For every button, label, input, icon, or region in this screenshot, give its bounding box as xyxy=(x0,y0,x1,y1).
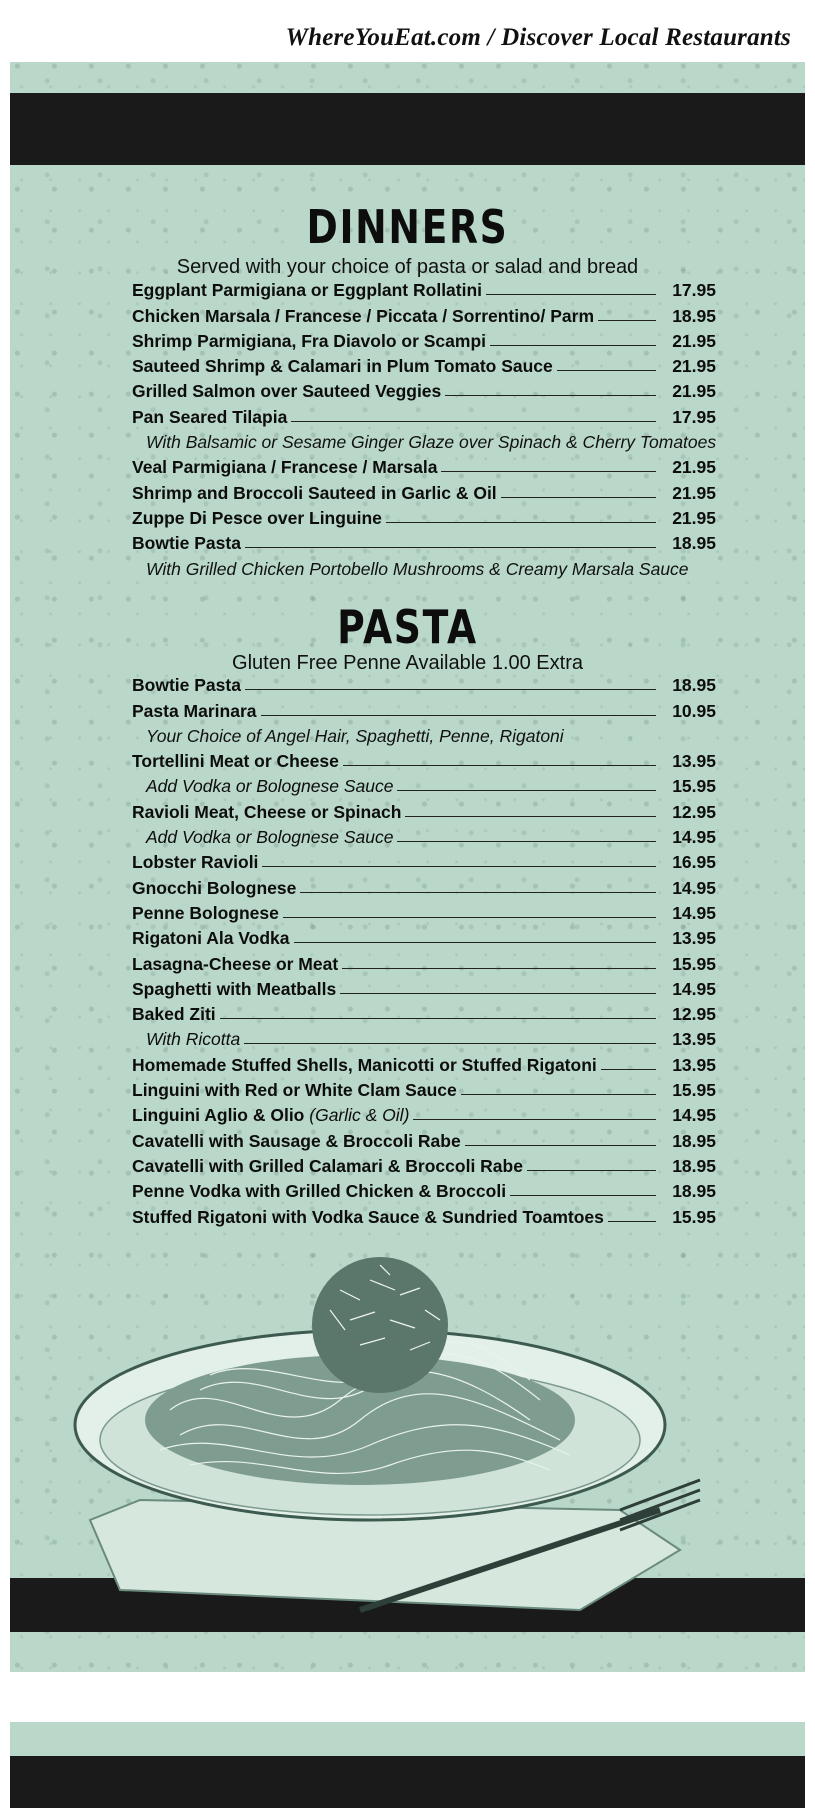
menu-item xyxy=(132,377,716,402)
spaghetti-plate-illustration xyxy=(60,1250,760,1640)
menu-item-name xyxy=(132,852,258,873)
lower-green-strip xyxy=(10,1722,805,1756)
menu-item-price: 18.95 xyxy=(672,305,716,326)
top-black-band xyxy=(10,93,805,165)
menu-item-name xyxy=(132,1055,597,1076)
dotted-leader xyxy=(244,1043,656,1044)
dinners-list xyxy=(132,276,716,580)
menu-item-label: Sauteed Shrimp & Calamari in Plum Tomato Sauce xyxy=(132,356,553,377)
dotted-leader xyxy=(342,968,656,969)
menu-item-name xyxy=(132,1207,604,1228)
menu-item-note: Your Choice of Angel Hair, Spaghetti, Penne, Rigatoni xyxy=(146,725,564,746)
menu-item-name xyxy=(132,356,553,377)
dotted-leader xyxy=(441,471,656,472)
menu-item xyxy=(132,1126,716,1151)
menu-item-name xyxy=(132,827,393,848)
dotted-leader xyxy=(261,715,656,716)
menu-item xyxy=(132,276,716,301)
menu-item-label: Add Vodka or Bolognese Sauce xyxy=(146,776,394,797)
dotted-leader xyxy=(608,1221,656,1222)
menu-item xyxy=(132,747,716,772)
menu-item-label: Grilled Salmon over Sauteed Veggies xyxy=(132,381,442,402)
menu-item-name xyxy=(132,979,336,1000)
menu-item-name xyxy=(132,675,241,696)
menu-item-price: 14.95 xyxy=(672,1105,716,1126)
menu-item-name xyxy=(132,483,497,504)
dotted-leader xyxy=(397,841,656,842)
menu-item-price: 21.95 xyxy=(672,482,716,503)
menu-item-price: 13.95 xyxy=(672,751,716,772)
menu-item-price: 14.95 xyxy=(672,978,716,999)
menu-item-label: Rigatoni Ala Vodka xyxy=(132,928,290,949)
menu-item-price: 10.95 xyxy=(672,700,716,721)
menu-item-label: Shrimp Parmigiana, Fra Diavolo or Scampi xyxy=(132,330,486,351)
dotted-leader xyxy=(340,993,656,994)
menu-item xyxy=(132,301,716,326)
menu-item-price: 14.95 xyxy=(672,827,716,848)
dotted-leader xyxy=(598,320,656,321)
dotted-leader xyxy=(283,917,656,918)
dotted-leader xyxy=(461,1094,656,1095)
menu-item-name xyxy=(132,306,594,327)
menu-item-price: 12.95 xyxy=(672,801,716,822)
menu-item xyxy=(132,848,716,873)
menu-item-note: With Balsamic or Sesame Ginger Glaze over Spinach & Cherry Tomatoes xyxy=(146,432,717,453)
menu-item-name xyxy=(132,878,296,899)
dotted-leader xyxy=(486,294,656,295)
menu-item-label: Baked Ziti xyxy=(132,1004,216,1025)
dotted-leader xyxy=(343,765,656,766)
dotted-leader xyxy=(262,866,656,867)
menu-item xyxy=(132,949,716,974)
menu-item-name xyxy=(132,1080,457,1101)
menu-item-name xyxy=(132,280,482,301)
menu-item-label: Homemade Stuffed Shells, Manicotti or Stuffed Rigatoni xyxy=(132,1054,597,1075)
menu-item-price: 21.95 xyxy=(672,356,716,377)
menu-item-price: 15.95 xyxy=(672,1080,716,1101)
dotted-leader xyxy=(245,547,656,548)
dotted-leader xyxy=(557,370,656,371)
menu-item xyxy=(132,402,716,427)
menu-item-label: Stuffed Rigatoni with Vodka Sauce & Sundried Toamtoes xyxy=(132,1206,604,1227)
menu-item xyxy=(132,1152,716,1177)
dinners-title: DINNERS xyxy=(306,200,509,254)
menu-item-name xyxy=(132,1004,216,1025)
menu-item-label: Veal Parmigiana / Francese / Marsala xyxy=(132,457,438,478)
menu-item-price: 21.95 xyxy=(672,381,716,402)
menu-item-name xyxy=(132,1131,461,1152)
menu-item xyxy=(132,327,716,352)
menu-item xyxy=(132,1202,716,1227)
menu-item-price: 21.95 xyxy=(672,457,716,478)
menu-item-label: Cavatelli with Sausage & Broccoli Rabe xyxy=(132,1130,461,1151)
menu-item-price: 13.95 xyxy=(672,928,716,949)
menu-item-price: 21.95 xyxy=(672,330,716,351)
menu-item-price: 14.95 xyxy=(672,902,716,923)
menu-item xyxy=(132,1050,716,1075)
menu-item-price: 15.95 xyxy=(672,953,716,974)
menu-item-price: 13.95 xyxy=(672,1054,716,1075)
menu-item-label: Penne Bolognese xyxy=(132,902,279,923)
menu-item-label: Chicken Marsala / Francese / Piccata / Sorrentino/ Parm xyxy=(132,305,594,326)
menu-item-price: 18.95 xyxy=(672,533,716,554)
menu-item-name xyxy=(132,457,437,478)
menu-item-label: Add Vodka or Bolognese Sauce xyxy=(146,827,394,848)
menu-item-note: With Grilled Chicken Portobello Mushrooms & Creamy Marsala Sauce xyxy=(146,558,689,579)
menu-item-price: 18.95 xyxy=(672,675,716,696)
dotted-leader xyxy=(510,1195,656,1196)
menu-item-name xyxy=(132,776,393,797)
menu-item xyxy=(132,352,716,377)
menu-item-label: Linguini Aglio & Olio xyxy=(132,1105,305,1126)
dotted-leader xyxy=(291,421,656,422)
menu-item xyxy=(132,478,716,503)
dotted-leader xyxy=(405,816,656,817)
menu-item-name xyxy=(132,903,279,924)
menu-item-label: Cavatelli with Grilled Calamari & Broccoli Rabe xyxy=(132,1155,523,1176)
menu-item-label: Tortellini Meat or Cheese xyxy=(132,751,339,772)
menu-item xyxy=(132,975,716,1000)
menu-item-name xyxy=(132,508,382,529)
menu-item-label: Pan Seared Tilapia xyxy=(132,406,288,427)
menu-item xyxy=(132,772,716,797)
menu-item-price: 18.95 xyxy=(672,1155,716,1176)
menu-item-label: Spaghetti with Meatballs xyxy=(132,978,337,999)
menu-item-label: Gnocchi Bolognese xyxy=(132,877,297,898)
menu-item-price: 15.95 xyxy=(672,1206,716,1227)
menu-item-price: 17.95 xyxy=(672,280,716,301)
menu-item-price: 15.95 xyxy=(672,776,716,797)
dotted-leader xyxy=(501,497,656,498)
dotted-leader xyxy=(413,1119,656,1120)
menu-item-price: 21.95 xyxy=(672,507,716,528)
menu-item xyxy=(132,924,716,949)
pasta-subtitle: Gluten Free Penne Available 1.00 Extra xyxy=(232,652,583,674)
dinners-subtitle: Served with your choice of pasta or salad and bread xyxy=(176,256,639,278)
dotted-leader xyxy=(445,395,656,396)
dotted-leader xyxy=(245,689,656,690)
menu-item-label: Pasta Marinara xyxy=(132,700,257,721)
menu-item xyxy=(132,696,716,721)
menu-item xyxy=(132,1101,716,1126)
bottom-edge-band xyxy=(10,1756,805,1808)
menu-item-label: Ravioli Meat, Cheese or Spinach xyxy=(132,801,402,822)
menu-item-name xyxy=(132,802,401,823)
site-header xyxy=(0,0,815,62)
menu-item xyxy=(132,453,716,478)
menu-item-name xyxy=(132,1156,523,1177)
menu-item-name xyxy=(132,1181,506,1202)
menu-item-name xyxy=(132,751,339,772)
menu-item xyxy=(132,1025,716,1050)
menu-item-price: 13.95 xyxy=(672,1029,716,1050)
menu-item xyxy=(132,873,716,898)
menu-item xyxy=(132,671,716,696)
menu-item xyxy=(132,899,716,924)
menu-item-label: Linguini with Red or White Clam Sauce xyxy=(132,1080,457,1101)
menu-item xyxy=(132,797,716,822)
menu-item xyxy=(132,504,716,529)
menu-item-name xyxy=(132,1029,240,1050)
white-gap-band xyxy=(10,1672,805,1722)
menu-item-label: Eggplant Parmigiana or Eggplant Rollatini xyxy=(132,280,483,301)
dotted-leader xyxy=(527,1170,656,1171)
menu-item-price: 16.95 xyxy=(672,852,716,873)
menu-item-label: Zuppe Di Pesce over Linguine xyxy=(132,507,382,528)
menu-item-label: Lasagna-Cheese or Meat xyxy=(132,953,339,974)
menu-item xyxy=(132,1000,716,1025)
dotted-leader xyxy=(490,345,656,346)
dotted-leader xyxy=(397,790,656,791)
menu-item-name xyxy=(132,407,287,428)
dotted-leader xyxy=(294,942,656,943)
dotted-leader xyxy=(220,1018,656,1019)
menu-item-name xyxy=(132,954,338,975)
pasta-title: PASTA xyxy=(337,600,478,654)
menu-item-price: 18.95 xyxy=(672,1130,716,1151)
menu-item-label: Bowtie Pasta xyxy=(132,533,241,554)
pasta-list xyxy=(132,671,716,1228)
menu-item-label: Shrimp and Broccoli Sauteed in Garlic & Oil xyxy=(132,482,497,503)
menu-item-name xyxy=(132,381,441,402)
menu-item-label: With Ricotta xyxy=(146,1029,241,1050)
menu-item-name xyxy=(132,533,241,554)
menu-item-price: 17.95 xyxy=(672,406,716,427)
menu-item-name xyxy=(132,1105,409,1126)
menu-item xyxy=(132,1076,716,1101)
menu-item-label: Penne Vodka with Grilled Chicken & Broccoli xyxy=(132,1181,507,1202)
menu-item-name xyxy=(132,928,290,949)
menu-item xyxy=(132,529,716,554)
dotted-leader xyxy=(601,1069,656,1070)
menu-item-name xyxy=(132,701,257,722)
menu-item-price: 12.95 xyxy=(672,1004,716,1025)
menu-item-label: Bowtie Pasta xyxy=(132,675,241,696)
menu-item-label: Lobster Ravioli xyxy=(132,852,259,873)
menu-item xyxy=(132,823,716,848)
dotted-leader xyxy=(386,522,656,523)
dotted-leader xyxy=(300,892,656,893)
menu-item xyxy=(132,1177,716,1202)
menu-item-price: 14.95 xyxy=(672,877,716,898)
dotted-leader xyxy=(465,1145,656,1146)
menu-item-name xyxy=(132,331,486,352)
menu-item-price: 18.95 xyxy=(672,1181,716,1202)
menu-item-paren: (Garlic & Oil) xyxy=(304,1105,410,1126)
site-title: WhereYouEat.com / Discover Local Restaurants xyxy=(285,24,791,51)
